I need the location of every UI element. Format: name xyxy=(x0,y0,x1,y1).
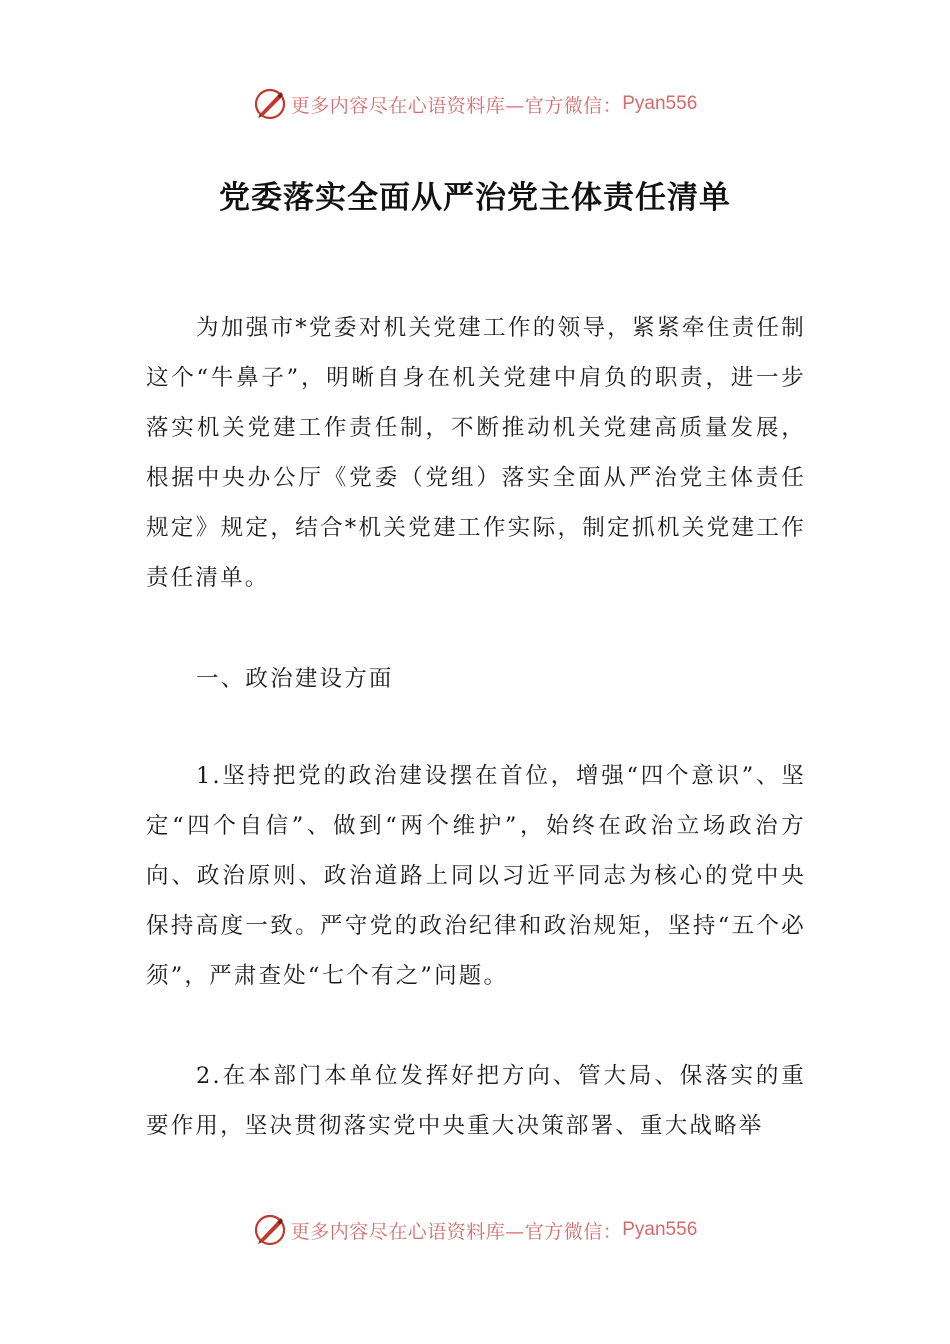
header-watermark xyxy=(0,84,950,124)
footer-watermark xyxy=(0,1210,950,1250)
watermark-text: 更多内容尽在心语资料库—官方微信： xyxy=(290,1220,623,1243)
section-heading-label: 一、政治建设方面 xyxy=(196,666,394,692)
pen-logo-icon xyxy=(253,87,287,121)
list-item-1: 1.坚持把党的政治建设摆在首位，增强“四个意识”、坚定“四个自信”、做到“两个维护”，始终在政治立场政治方向、政治原则、政治道路上同以习近平同志为核心的党中央保持高度一致。严守党的政治纪律和政治规矩，坚持“五个必须”，严肃查处“七个有之”问题。 xyxy=(146,763,806,989)
intro-paragraph: 为加强市*党委对机关党建工作的领导，紧紧牵住责任制这个“牛鼻子”，明晰自身在机关党建中肩负的职责，进一步落实机关党建工作责任制，不断推动机关党建高质量发展，根据中央办公厅《党委（党组）落实全面从严治党主体责任规定》规定，结合*机关党建工作实际，制定抓机关党建工作责任清单。 xyxy=(146,315,806,591)
document-title: 党委落实全面从严治党主体责任清单 xyxy=(219,180,731,216)
section-heading xyxy=(146,654,806,704)
watermark-text: 更多内容尽在心语资料库—官方微信： xyxy=(290,94,623,117)
watermark-wechat-id: Pyan556 xyxy=(622,1219,698,1240)
pen-logo-icon xyxy=(253,1213,287,1247)
list-item-2: 2.在本部门本单位发挥好把方向、管大局、保落实的重要作用，坚决贯彻落实党中央重大决策部署、重大战略举 xyxy=(146,1063,806,1139)
watermark-wechat-id: Pyan556 xyxy=(622,93,698,114)
